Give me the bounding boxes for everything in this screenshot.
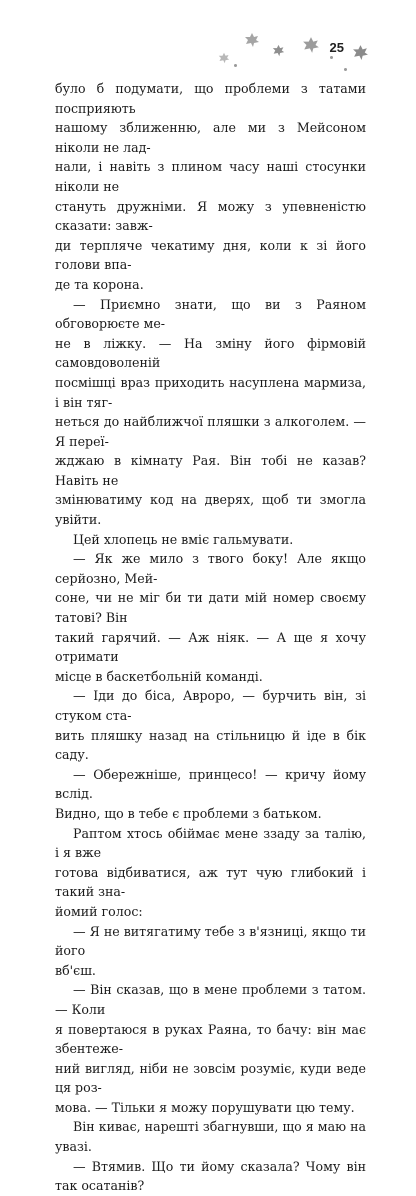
- decor-dot: [234, 64, 237, 67]
- leaf-icon: [244, 32, 260, 48]
- text-line: стануть дружніми. Я можу з упевненістю сказати: завж-: [55, 198, 366, 234]
- text-line: — Я не витягатиму тебе з в'язниці, якщо ти його: [55, 923, 366, 959]
- text-line: не в ліжку. — На зміну його фірмовій самовдоволеній: [55, 335, 366, 371]
- text-line: — Іди до біса, Авроро, — бурчить він, зі стуком ста-: [55, 688, 366, 723]
- text-line: такий гарячий. — Аж ніяк. — А ще я хочу отримати: [55, 629, 366, 665]
- leaf-icon: [302, 36, 320, 54]
- paragraph: [55, 549, 366, 686]
- text-line: змінюватиму код на дверях, щоб ти змогла увійти.: [55, 492, 366, 528]
- text-line: готова відбиватися, аж тут чую глибокий і такий зна-: [55, 864, 366, 900]
- paragraph: [55, 530, 366, 550]
- leaf-icon: [352, 44, 369, 61]
- decor-dot: [344, 68, 347, 71]
- text-line: де та корона.: [55, 276, 144, 292]
- text-line: — Приємно знати, що ви з Раяном обговорюєте ме-: [55, 296, 366, 332]
- paragraph: [55, 1117, 366, 1156]
- text-line: жджаю в кімнату Рая. Він тобі не казав? Навіть не: [55, 453, 366, 488]
- page-number: 25: [329, 40, 344, 55]
- text-line: соне, чи не міг би ти дати мій номер своєму татові? Він: [55, 590, 366, 626]
- text-line: неться до найближчої пляшки з алкоголем. — Я переї-: [55, 414, 366, 449]
- paragraph: [55, 295, 366, 530]
- text-line: — Він сказав, що в мене проблеми з татом. — Коли: [55, 982, 366, 1017]
- text-line: посмішці враз приходить насуплена мармиза, і він тяг-: [55, 374, 366, 410]
- text-line: йомий голос:: [55, 903, 143, 919]
- paragraph: [55, 686, 366, 764]
- text-line: мова. — Тільки я можу порушувати цю тему.: [55, 1099, 355, 1115]
- text-line: ди терпляче чекатиму дня, коли к зі його голови впа-: [55, 237, 366, 273]
- text-line: було б подумати, що проблеми з татами посприяють: [55, 81, 366, 116]
- text-line: вить пляшку назад на стільницю й іде в бік саду.: [55, 727, 366, 763]
- page-header: [228, 30, 378, 76]
- body-text: [55, 79, 366, 1196]
- text-line: ний вигляд, ніби не зовсім розуміє, куди веде ця роз-: [55, 1060, 366, 1096]
- text-line: нашому зближенню, але ми з Мейсоном ніколи не лад-: [55, 120, 366, 155]
- text-line: Раптом хтось обіймає мене ззаду за талію, і я вже: [55, 825, 366, 861]
- leaf-icon: [272, 44, 285, 57]
- paragraph: [55, 980, 366, 1117]
- text-line: місце в баскетбольній команді.: [55, 668, 263, 684]
- text-line: я повертаюся в руках Раяна, то бачу: він має збентеже-: [55, 1021, 366, 1057]
- paragraph: [55, 79, 366, 295]
- text-line: Видно, що в тебе є проблеми з батьком.: [55, 805, 322, 821]
- text-line: нали, і навіть з плином часу наші стосунки ніколи не: [55, 159, 366, 194]
- decor-dot: [330, 56, 333, 59]
- paragraph: [55, 765, 366, 824]
- paragraph: [55, 824, 366, 922]
- text-line: Він киває, нарешті збагнувши, що я маю на увазі.: [55, 1119, 366, 1155]
- text-line: — Як же мило з твого боку! Але якщо серйозно, Мей-: [55, 551, 366, 586]
- paragraph: [55, 922, 366, 981]
- text-line: вб'єш.: [55, 962, 96, 978]
- text-line: Цей хлопець не вміє гальмувати.: [73, 531, 294, 547]
- text-line: — Обережніше, принцесо! — кричу йому вслід.: [55, 766, 366, 802]
- paragraph: [55, 1157, 366, 1196]
- leaf-icon: [218, 52, 230, 64]
- text-line: — Втямив. Що ти йому сказала? Чому він так осатанів?: [55, 1158, 366, 1194]
